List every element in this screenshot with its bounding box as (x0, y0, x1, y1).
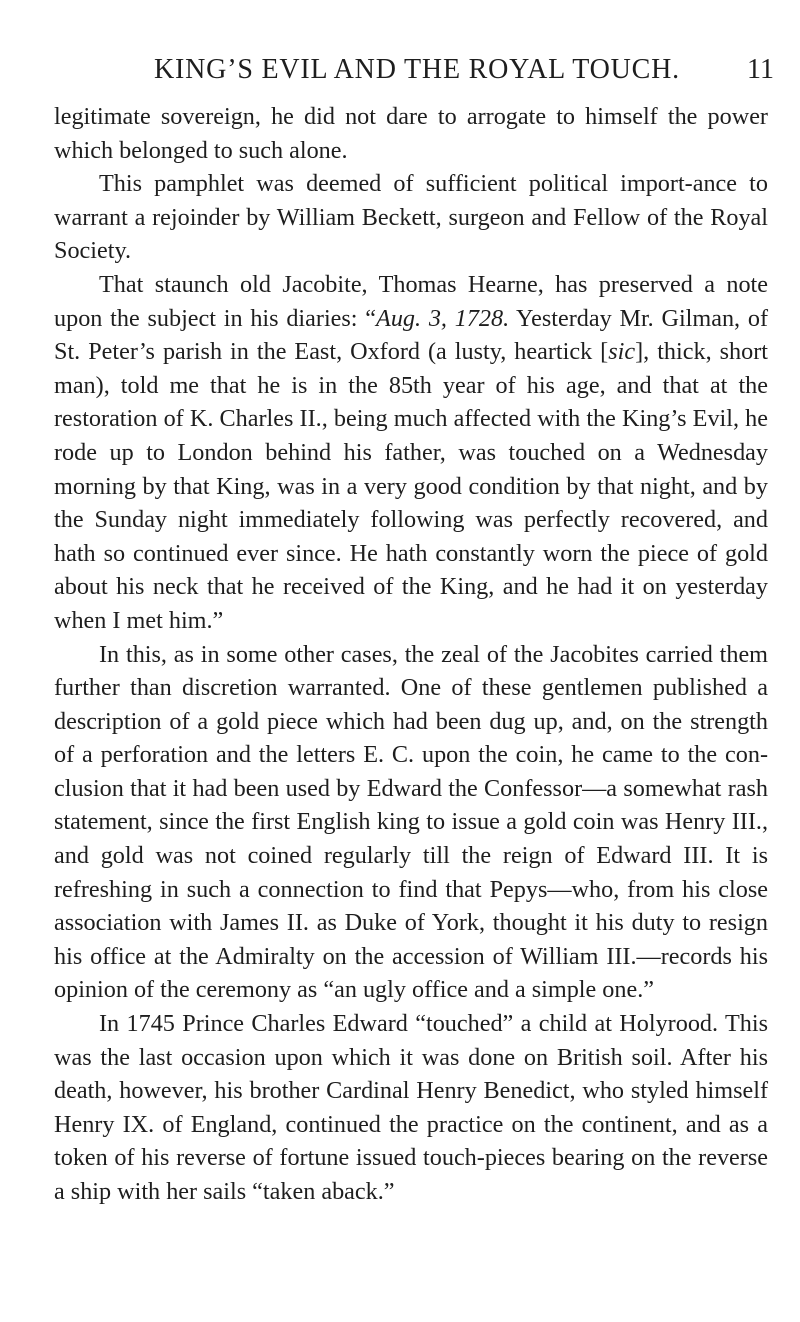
text-run: Yesterday Mr. Gilman, of St. Peter’s parish in the East, Oxford (a lusty, heartick [ (54, 304, 769, 366)
paragraph-jacobite-zeal (54, 638, 768, 1008)
page-number: 11 (747, 54, 774, 85)
text-run: ], thick, short man), told me that he is in the 85th year of his age, and that at the restoration of K. Charles II., being much affected with the King’s Evil, he rode up to London behind his father, was touched on a Wednesday morning by that King, was in a very good condition by that night, and by the Sunday night immediately following was perfectly recovered, and hath so continued ever since. He hath constantly worn the piece of gold about his neck that he received of the King, and he had it on yesterday when I met him.” (54, 338, 768, 634)
paragraph-continued (54, 100, 768, 167)
text-run: In this, as in some other cases, the zeal of the Jacobites carried them further than discretion warranted. One of these gentlemen published a description of a gold piece which had been dug up, and, on the strength of a perforation and the letters E. C. upon the coin, he came to the con-clusion that it had been used by Edward the Confessor—a somewhat rash statement, since the first English king to issue a gold coin was Henry III., and gold was not coined regularly till the reign of Edward III. It is refreshing in such a connection to find that Pepys—who, from his close association with James II. as Duke of York, thought it his duty to resign his office at the Admiralty on the accession of William III.—records his opinion of the ceremony as “an ugly office and a simple one.” (54, 640, 768, 1004)
body-text (54, 100, 768, 1209)
running-title: KING’S EVIL AND THE ROYAL TOUCH. (154, 54, 680, 85)
paragraph-hearne-diary (54, 268, 768, 638)
text-run: In 1745 Prince Charles Edward “touched” a child at Holyrood. This was the last occasion upon which it was done on British soil. After his death, however, his brother Cardinal Henry Benedict, who styled himself Henry IX. of England, continued the practice on the continent, and as a token of his reverse of fortune issued touch-pieces bearing on the reverse a ship with her sails “taken aback.” (54, 1010, 768, 1205)
text-run: legitimate sovereign, he did not dare to arrogate to himself the power which belonged to such alone. (54, 103, 768, 164)
text-run: This pamphlet was deemed of sufficient political import-ance to warrant a rejoinder by William Beckett, surgeon and Fellow of the Royal Society. (54, 170, 768, 265)
italic-sic: sic (608, 338, 636, 366)
paragraph-prince-charles (54, 1007, 768, 1209)
running-head (60, 50, 774, 90)
paragraph-pamphlet-rejoinder (54, 167, 768, 268)
text-run: That staunch old Jacobite, Thomas Hearne, has preserved a note upon the subject in his diaries: “ (54, 270, 768, 332)
italic-date: Aug. 3, 1728. (376, 304, 510, 332)
